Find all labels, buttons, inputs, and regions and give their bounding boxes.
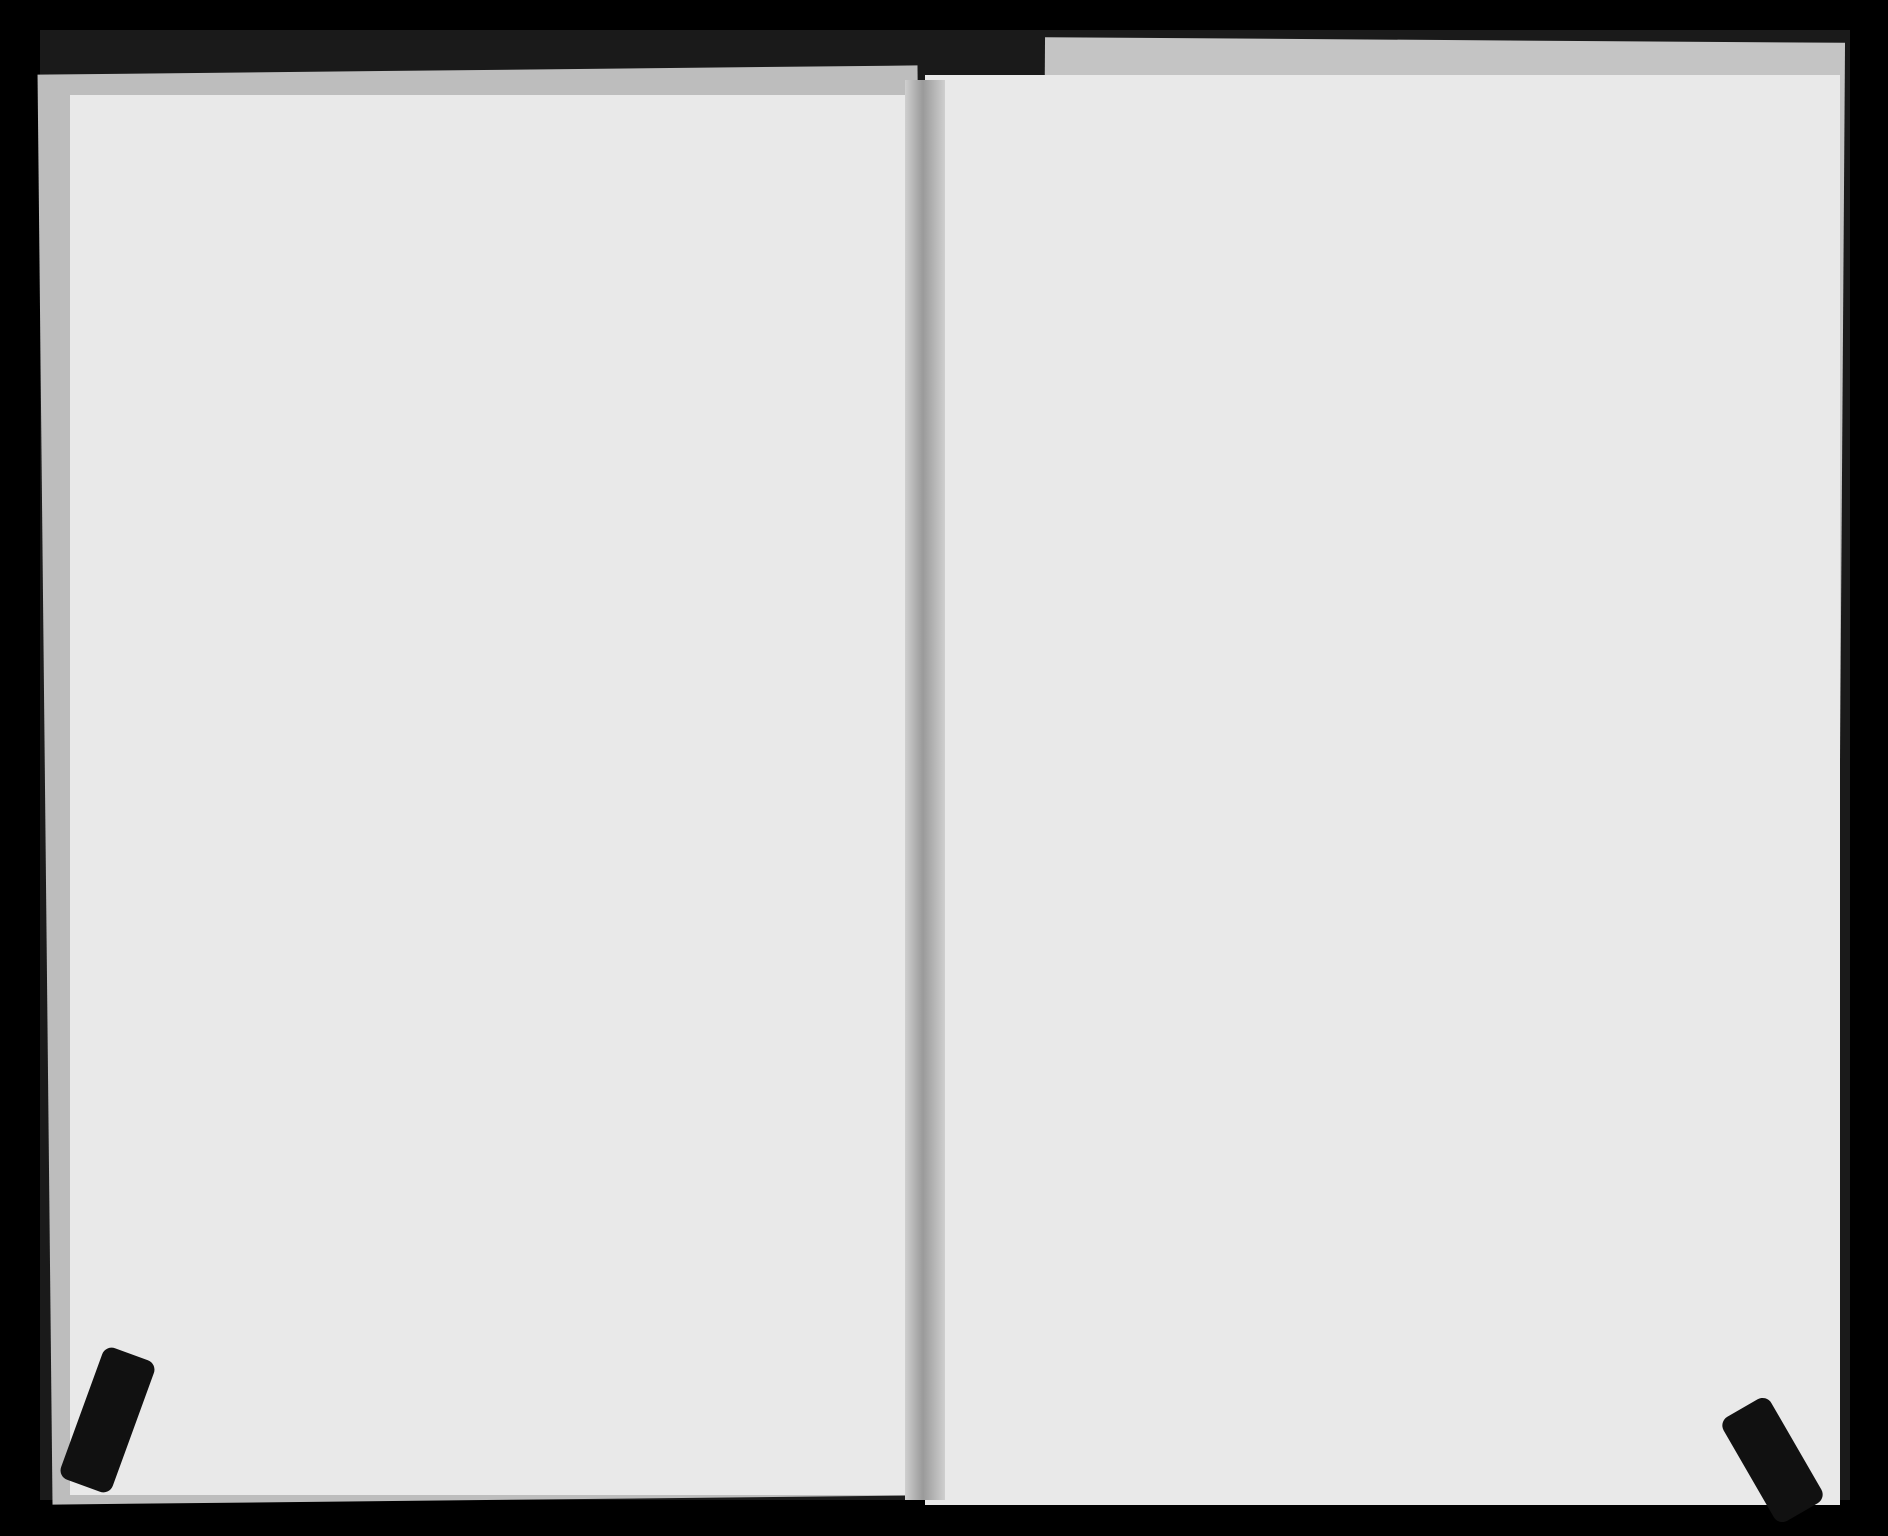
header-col5 [640,190,710,375]
header-col11 [1152,222,1250,322]
header-col6-female [727,300,741,370]
header-col7 [748,208,830,348]
header-col12 [1256,215,1326,325]
header-col13 [1330,190,1396,330]
book-gutter [905,80,945,1500]
header-col2 [196,240,214,330]
header-col6-male [710,300,724,370]
header-col15 [1468,170,1524,340]
rules-text [1530,330,1740,1350]
header-col8 [836,190,906,380]
header-col6 [710,200,742,295]
header-col1 [122,198,194,373]
header-col4 [558,212,634,377]
header-col14 [1398,168,1466,348]
